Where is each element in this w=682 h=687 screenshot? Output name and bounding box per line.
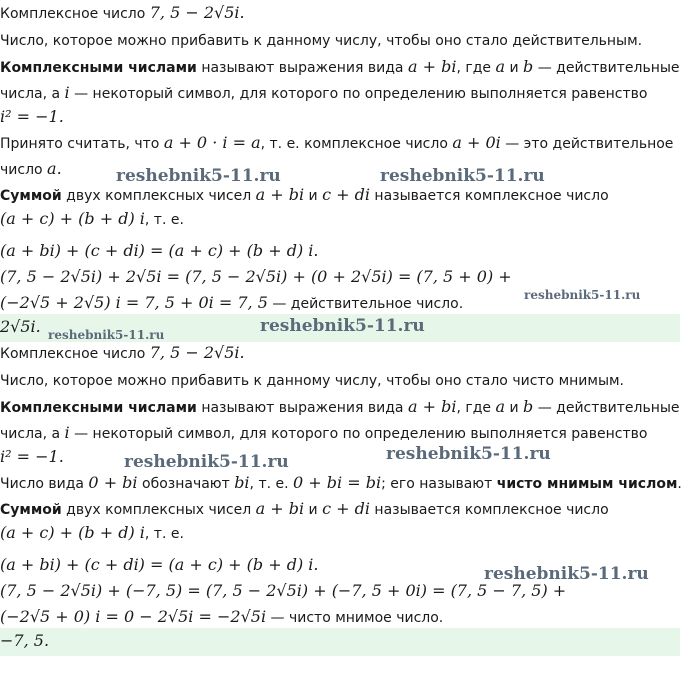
part1-calculation-line2: (−2√5 + 2√5) i = 7, 5 + 0i = 7, 5 — действительное число.	[0, 293, 464, 312]
part1-accept-line1: Принято считать, что a + 0 · i = a, т. е. комплексное число a + 0i — это действительное	[0, 133, 674, 152]
watermark: reshebnik5-11.ru	[386, 444, 551, 464]
part2-calculation-line2: (−2√5 + 0) i = 0 − 2√5i = −2√5i — чисто мнимое число.	[0, 607, 444, 626]
part2-formula: (a + bi) + (c + di) = (a + c) + (b + d) i.	[0, 555, 319, 574]
watermark: reshebnik5-11.ru	[260, 316, 425, 336]
watermark: reshebnik5-11.ru	[484, 564, 649, 584]
part1-sum-line2: (a + c) + (b + d) i, т. е.	[0, 209, 184, 228]
part1-definition-line1: Комплексными числами называют выражения вида a + bi, где a и b — действительные	[0, 57, 680, 76]
part2-sum-line1: Суммой двух комплексных чисел a + bi и c + di называется комплексное число	[0, 499, 609, 518]
part1-title: Комплексное число 7, 5 − 2√5i.	[0, 3, 245, 22]
part1-definition-line3: i² = −1.	[0, 107, 64, 126]
watermark: reshebnik5-11.ru	[116, 166, 281, 186]
part2-definition-line1: Комплексными числами называют выражения вида a + bi, где a и b — действительные	[0, 397, 680, 416]
part1-accept-line2: число a.	[0, 159, 62, 178]
watermark: reshebnik5-11.ru	[124, 452, 289, 472]
part2-calculation-line1: (7, 5 − 2√5i) + (−7, 5) = (7, 5 − 2√5i) + (−7, 5 + 0i) = (7, 5 − 7, 5) +	[0, 581, 567, 600]
part1-formula: (a + bi) + (c + di) = (a + c) + (b + d) i.	[0, 241, 319, 260]
part1-question: Число, которое можно прибавить к данному числу, чтобы оно стало действительным.	[0, 33, 643, 49]
part2-definition-line2: числа, а i — некоторый символ, для которого по определению выполняется равенство	[0, 423, 648, 442]
part2-imaginary-line: Число вида 0 + bi обозначают bi, т. е. 0 + bi = bi; его называют чисто мнимым числом.	[0, 473, 682, 492]
part2-sum-line2: (a + c) + (b + d) i, т. е.	[0, 523, 184, 542]
part1-sum-line1: Суммой двух комплексных чисел a + bi и c + di называется комплексное число	[0, 185, 609, 204]
watermark: reshebnik5-11.ru	[524, 288, 641, 302]
part2-answer-band	[0, 628, 680, 656]
part2-question: Число, которое можно прибавить к данному числу, чтобы оно стало чисто мнимым.	[0, 373, 625, 389]
part2-definition-line3: i² = −1.	[0, 447, 64, 466]
part1-calculation-line1: (7, 5 − 2√5i) + 2√5i = (7, 5 − 2√5i) + (0 + 2√5i) = (7, 5 + 0) +	[0, 267, 512, 286]
part2-title: Комплексное число 7, 5 − 2√5i.	[0, 343, 245, 362]
part2-answer: −7, 5.	[0, 631, 50, 650]
watermark: reshebnik5-11.ru	[380, 166, 545, 186]
part1-definition-line2: числа, а i — некоторый символ, для которого по определению выполняется равенство	[0, 83, 648, 102]
watermark: reshebnik5-11.ru	[48, 328, 165, 342]
part1-answer: 2√5i.	[0, 317, 41, 336]
